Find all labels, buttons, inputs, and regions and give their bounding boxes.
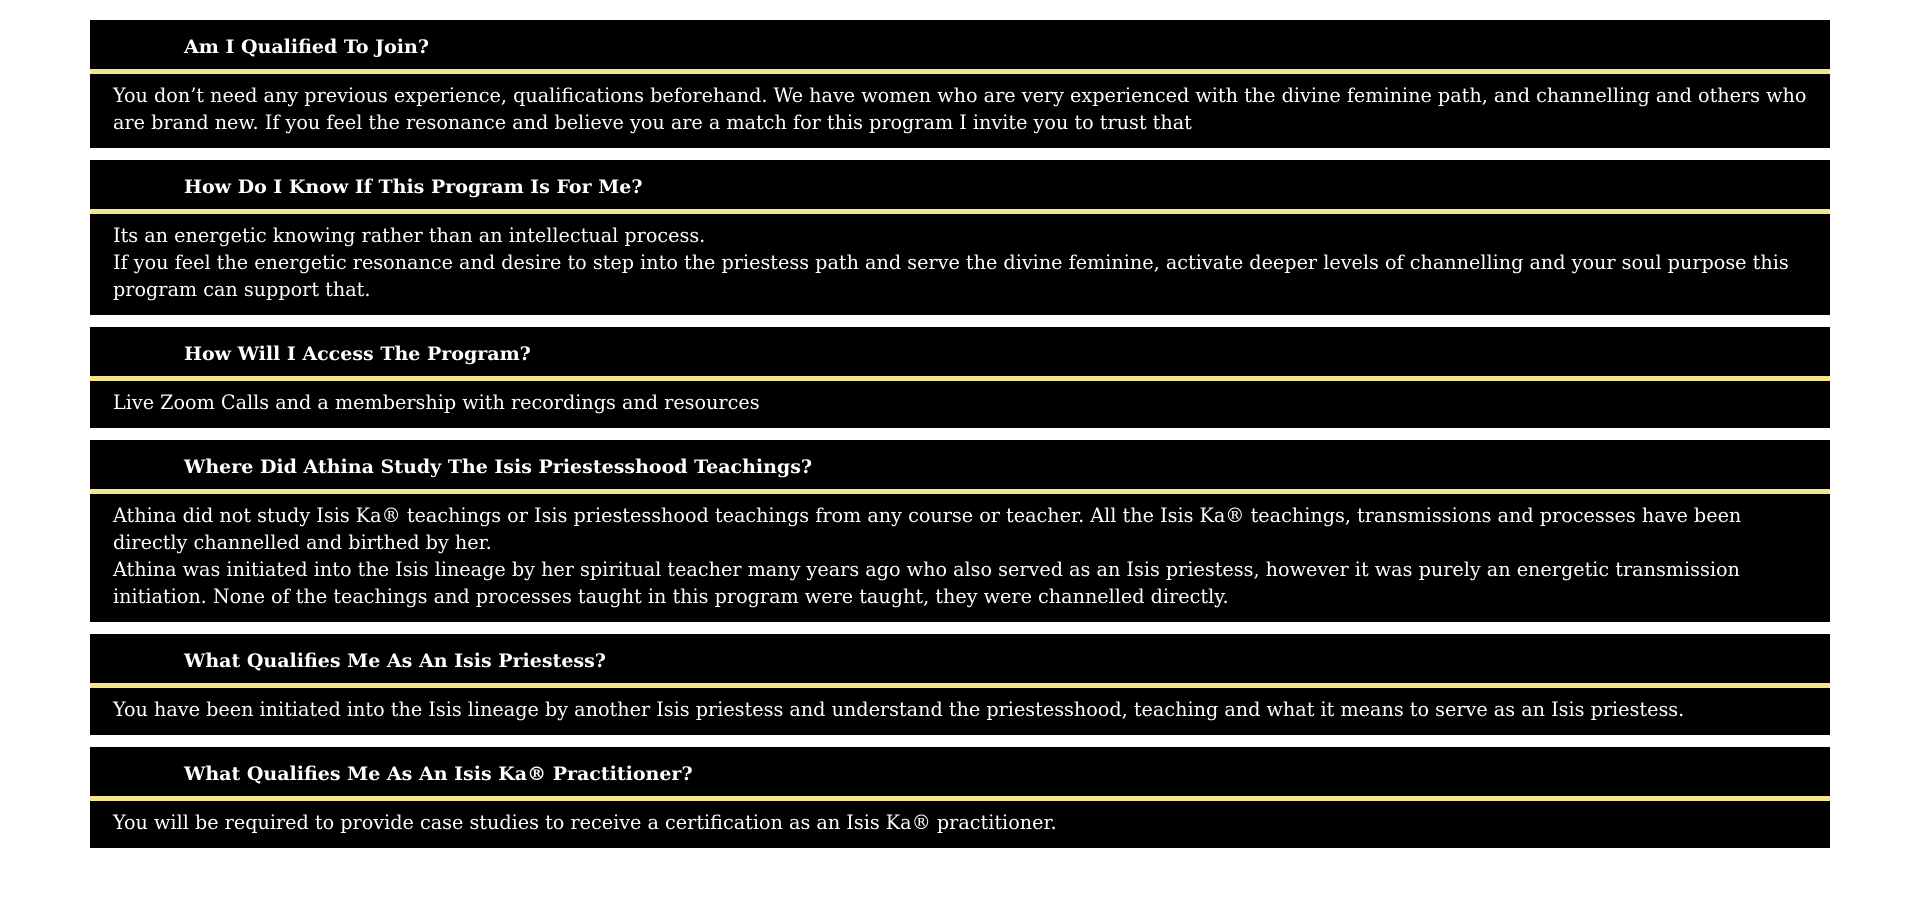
faq-answer-paragraph: You have been initiated into the Isis lineage by another Isis priestess and understand the priestesshood, teaching and what it means to serve as an Isis priestess. xyxy=(113,698,1685,721)
faq-question-toggle[interactable] xyxy=(90,327,1830,381)
expand-toggle-icon xyxy=(160,653,172,665)
faq-answer xyxy=(90,494,1830,622)
faq-question-toggle[interactable] xyxy=(90,440,1830,494)
faq-answer-paragraph: If you feel the energetic resonance and desire to step into the priestess path and serve the divine feminine, activate deeper levels of channelling and your soul purpose this program can support that. xyxy=(113,251,1789,301)
faq-answer xyxy=(90,688,1830,735)
faq-question: Am I Qualified To Join? xyxy=(184,35,429,58)
expand-toggle-icon xyxy=(160,766,172,778)
expand-toggle-icon xyxy=(160,346,172,358)
faq-answer xyxy=(90,381,1830,428)
faq-question: What Qualifies Me As An Isis Priestess? xyxy=(184,649,606,672)
faq-item xyxy=(90,160,1830,315)
faq-item xyxy=(90,747,1830,848)
faq-question: How Will I Access The Program? xyxy=(184,342,531,365)
faq-answer xyxy=(90,74,1830,148)
faq-question: How Do I Know If This Program Is For Me? xyxy=(184,175,643,198)
faq-answer-paragraph: You don’t need any previous experience, qualifications beforehand. We have women who are very experienced with the divine feminine path, and channelling and others who are brand new. If you feel the resonance and believe you are a match for this program I invite you to trust that xyxy=(113,84,1807,134)
faq-question-toggle[interactable] xyxy=(90,160,1830,214)
expand-toggle-icon xyxy=(160,39,172,51)
expand-toggle-icon xyxy=(160,179,172,191)
faq-item xyxy=(90,20,1830,148)
faq-question-toggle[interactable] xyxy=(90,634,1830,688)
faq-item xyxy=(90,634,1830,735)
faq-list xyxy=(90,20,1830,860)
faq-question: What Qualifies Me As An Isis Ka® Practitioner? xyxy=(184,762,693,785)
faq-answer xyxy=(90,214,1830,315)
faq-answer-paragraph: Athina was initiated into the Isis lineage by her spiritual teacher many years ago who also served as an Isis priestess, however it was purely an energetic transmission initiation. None of the teachings and processes taught in this program were taught, they were channelled directly. xyxy=(113,558,1740,608)
faq-item xyxy=(90,440,1830,622)
faq-item xyxy=(90,327,1830,428)
faq-answer-paragraph: Its an energetic knowing rather than an intellectual process. xyxy=(113,224,706,247)
faq-question-toggle[interactable] xyxy=(90,20,1830,74)
faq-answer-paragraph: Live Zoom Calls and a membership with recordings and resources xyxy=(113,391,760,414)
faq-question-toggle[interactable] xyxy=(90,747,1830,801)
faq-answer xyxy=(90,801,1830,848)
faq-question: Where Did Athina Study The Isis Priestesshood Teachings? xyxy=(184,455,813,478)
expand-toggle-icon xyxy=(160,459,172,471)
faq-answer-paragraph: You will be required to provide case studies to receive a certification as an Isis Ka® practitioner. xyxy=(113,811,1057,834)
faq-answer-paragraph: Athina did not study Isis Ka® teachings or Isis priestesshood teachings from any course or teacher. All the Isis Ka® teachings, transmissions and processes have been directly channelled and birthed by her. xyxy=(113,504,1742,554)
